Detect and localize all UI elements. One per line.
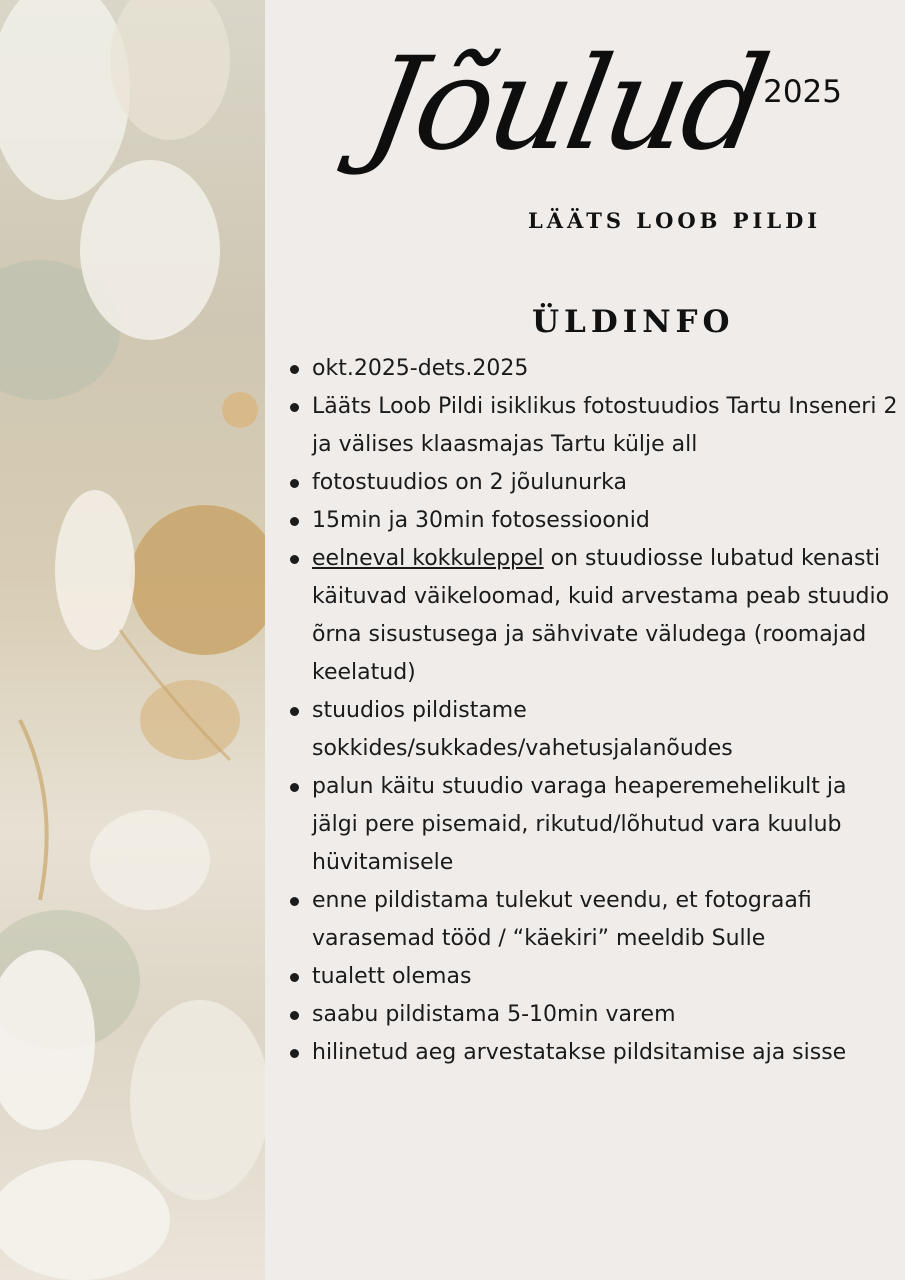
script-title: Jõulud xyxy=(356,30,776,179)
brand-subtitle: LÄÄTS LOOB PILDI xyxy=(528,208,822,233)
info-item: saabu pildistama 5-10min varem xyxy=(288,996,898,1034)
info-item: eelneval kokkuleppel on stuudiosse lubatud kenasti käituvad väikeloomad, kuid arvestama peab stuudio õrna sisustusega ja sähvivate väludega (roomajad keelatud) xyxy=(288,540,898,692)
info-item: tualett olemas xyxy=(288,958,898,996)
floral-decoration-image xyxy=(0,0,265,1280)
title-block xyxy=(330,30,890,250)
underlined-phrase: eelneval kokkuleppel xyxy=(312,546,544,571)
info-list xyxy=(288,350,898,1072)
info-item: fotostuudios on 2 jõulunurka xyxy=(288,464,898,502)
section-heading: ÜLDINFO xyxy=(532,304,735,340)
info-item: 15min ja 30min fotosessioonid xyxy=(288,502,898,540)
info-item: okt.2025-dets.2025 xyxy=(288,350,898,388)
floral-photo-strip xyxy=(0,0,265,1280)
info-item: hilinetud aeg arvestatakse pildsitamise aja sisse xyxy=(288,1034,898,1072)
info-item: palun käitu stuudio varaga heaperemehelikult ja jälgi pere pisemaid, rikutud/lõhutud vara kuulub hüvitamisele xyxy=(288,768,898,882)
info-item: enne pildistama tulekut veendu, et fotograafi varasemad tööd / “käekiri” meeldib Sulle xyxy=(288,882,898,958)
info-item: stuudios pildistame sokkides/sukkades/vahetusjalanõudes xyxy=(288,692,898,768)
info-item: Lääts Loob Pildi isiklikus fotostuudios Tartu Inseneri 2 ja välises klaasmajas Tartu külje all xyxy=(288,388,898,464)
year-label: 2025 xyxy=(763,74,842,110)
